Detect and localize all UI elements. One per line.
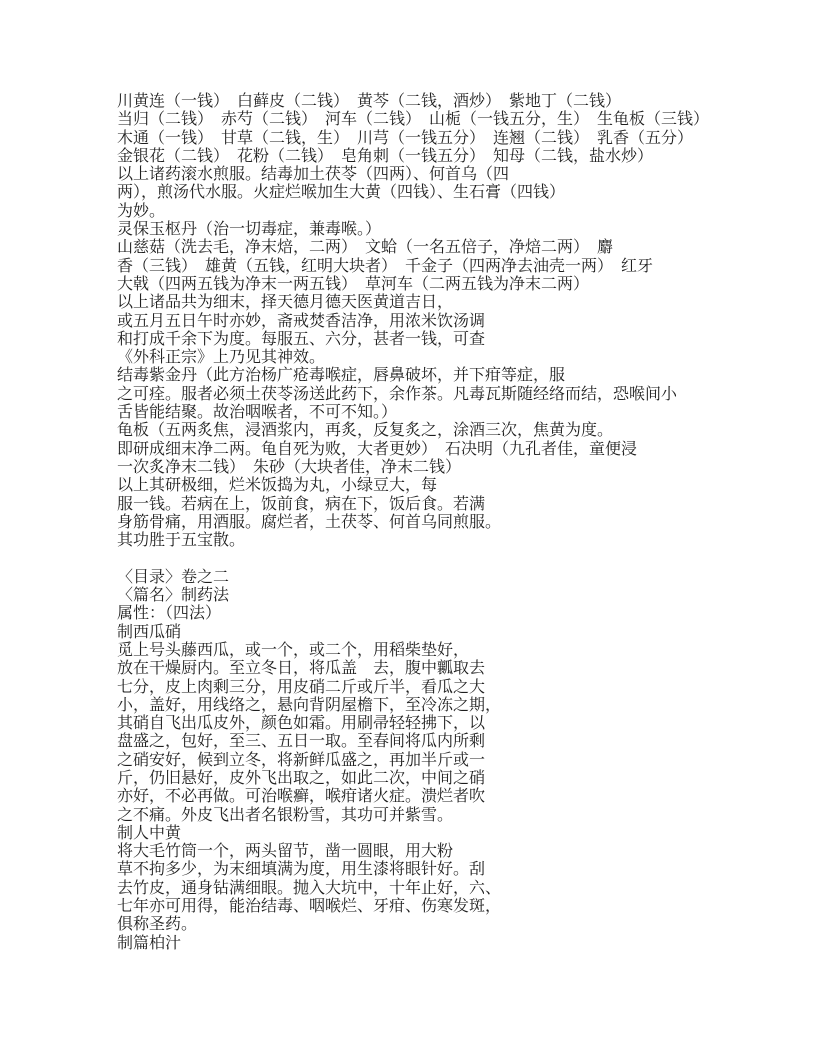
document-text-block — [117, 93, 797, 953]
text-line: 放在干燥厨内。至立冬日，将瓜盖 去，腹中瓤取去 — [117, 660, 486, 678]
text-line: 之可痊。服者必须土茯苓汤送此药下，余作茶。凡毒瓦斯随经络而结，恐喉间小 — [117, 385, 678, 403]
text-line: 木通（一钱） 甘草（二钱，生） 川芎（一钱五分） 连翘（二钱） 乳香（五分） — [117, 129, 694, 147]
text-line: 大戟（四两五钱为净末一两五钱） 草河车（二两五钱为净末二两） — [117, 275, 590, 293]
text-line: 灵保玉枢丹（治一切毒症，兼毒喉。） — [117, 221, 382, 239]
text-line: 身筋骨痛，用酒服。腐烂者，土茯苓、何首乌同煎服。 — [117, 513, 502, 531]
text-line: 小，盖好，用线络之，悬向背阴屋檐下，至冷冻之期， — [117, 696, 502, 714]
text-line: 舌皆能结聚。故治咽喉者，不可不知。） — [117, 404, 398, 422]
text-line: 结毒紫金丹（此方治杨广疮毒喉症，唇鼻破坏，并下疳等症，服 — [117, 367, 566, 385]
text-line: 七分，皮上肉剩三分，用皮硝二斤或斤半，看瓜之大 — [117, 678, 486, 696]
text-line: 俱称圣药。 — [117, 916, 198, 934]
text-line: 龟板（五两炙焦，浸酒浆内，再炙，反复炙之，涂酒三次，焦黄为度。 — [117, 422, 614, 440]
text-line: 斤，仍旧悬好，皮外飞出取之，如此二次，中间之硝 — [117, 769, 486, 787]
text-line: 去竹皮，通身钻满细眼。抛入大坑中，十年止好，六、 — [117, 879, 502, 897]
text-line: 以上诸品共为细末，择天德月德天医黄道吉日， — [117, 294, 454, 312]
text-line: 金银花（二钱） 花粉（二钱） 皂角刺（一钱五分） 知母（二钱，盐水炒） — [117, 147, 654, 165]
text-line: 制人中黄 — [117, 824, 182, 842]
text-line: 川黄连（一钱） 白藓皮（二钱） 黄芩（二钱，酒炒） 紫地丁（二钱） — [117, 93, 622, 110]
text-line: 一次炙净末二钱） 朱砂（大块者佳，净末二钱） — [117, 458, 462, 476]
text-line: 觅上号头藤西瓜，或一个，或二个，用稻柴垫好， — [117, 641, 470, 659]
text-line: 和打成千余下为度。每服五、六分，甚者一钱，可查 — [117, 330, 486, 348]
blank-line — [117, 550, 797, 568]
text-line: 服一钱。若病在上，饭前食，病在下，饭后食。若满 — [117, 495, 486, 513]
text-line: 为妙。 — [117, 202, 166, 220]
text-line: 〈目录〉卷之二 — [117, 568, 230, 586]
text-line: 盘盛之，包好，至三、五日一取。至春间将瓜内所剩 — [117, 733, 486, 751]
text-line: 草不拘多少，为末细填满为度，用生漆将眼针好。刮 — [117, 861, 486, 879]
text-line: 两），煎汤代水服。火症烂喉加生大黄（四钱）、生石膏（四钱） — [117, 184, 566, 202]
text-line: 其硝自飞出瓜皮外，颜色如霜。用刷帚轻轻拂下，以 — [117, 715, 486, 733]
text-line: 属性：（四法） — [117, 605, 222, 623]
text-line: 香（三钱） 雄黄（五钱，红明大块者） 千金子（四两净去油壳一两） 红牙 — [117, 257, 654, 275]
text-line: 当归（二钱） 赤芍（二钱） 河车（二钱） 山栀（一钱五分，生） 生龟板（三钱） — [117, 111, 710, 129]
text-line: 山慈菇（洗去毛，净末焙，二两） 文蛤（一名五倍子，净焙二两） 麝 — [117, 239, 614, 257]
text-line: 其功胜于五宝散。 — [117, 532, 246, 550]
text-line: 〈篇名〉制药法 — [117, 587, 230, 605]
text-line: 七年亦可用得，能治结毒、咽喉烂、牙疳、伤寒发斑， — [117, 898, 502, 916]
text-line: 即研成细末净二两。龟自死为败，大者更妙） 石决明（九孔者佳，童便浸 — [117, 440, 638, 458]
text-line: 制篇柏汁 — [117, 934, 182, 952]
text-line: 以上其研极细，烂米饭捣为丸，小绿豆大，每 — [117, 477, 438, 495]
text-line: 将大毛竹筒一个，两头留节，凿一圆眼，用大粉 — [117, 843, 454, 861]
text-line: 之不痛。外皮飞出者名银粉雪，其功可并紫雪。 — [117, 806, 454, 824]
text-line: 或五月五日午时亦妙，斋戒焚香洁净，用浓米饮汤调 — [117, 312, 486, 330]
text-line: 《外科正宗》上乃见其神效。 — [117, 349, 326, 367]
text-line: 制西瓜硝 — [117, 623, 182, 641]
text-line: 之硝安好，候到立冬，将新鲜瓜盛之，再加半斤或一 — [117, 751, 486, 769]
text-line: 以上诸药滚水煎服。结毒加土茯苓（四两）、何首乌（四 — [117, 166, 510, 184]
text-line: 亦好，不必再做。可治喉癣，喉疳诸火症。溃烂者吹 — [117, 788, 486, 806]
